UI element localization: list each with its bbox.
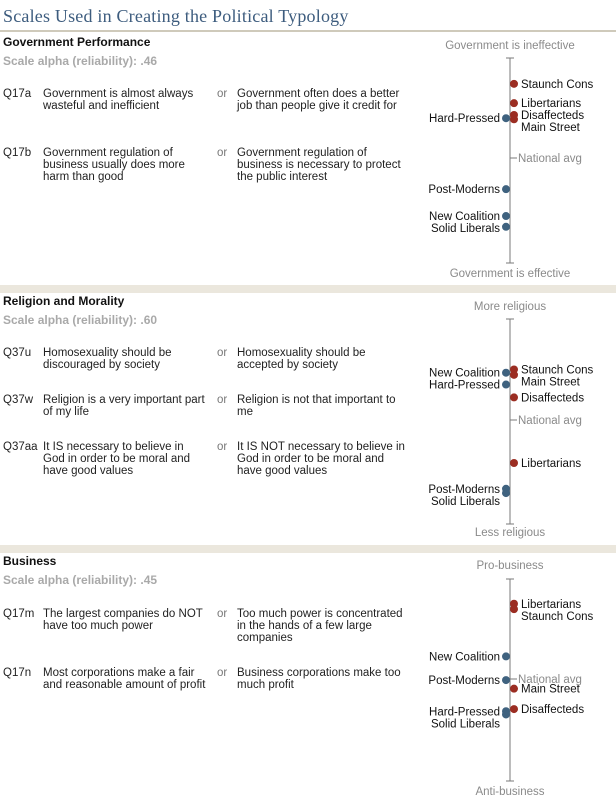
series-label: New Coalition (429, 651, 500, 664)
series-label: Staunch Cons (521, 364, 594, 377)
question-option-a: It IS necessary to believe in God in order to be moral and have good values (43, 441, 191, 477)
or-label: or (217, 147, 228, 159)
series-label: Disaffecteds (521, 110, 585, 123)
or-label: or (217, 441, 228, 453)
data-point (510, 459, 518, 467)
or-label: or (217, 608, 228, 620)
question-option-b: Business corporations make too much profit (237, 667, 401, 691)
series-label: Main Street (521, 683, 580, 696)
section-business (0, 553, 616, 805)
data-point (510, 393, 518, 401)
question-option-a: Most corporations make a fair and reasonable amount of profit (43, 667, 206, 691)
scale-chart-government (400, 32, 616, 285)
data-point (510, 605, 518, 613)
series-label: Post-Moderns (428, 675, 500, 688)
series-label: Libertarians (521, 598, 582, 611)
series-label: Disaffecteds (521, 392, 585, 405)
data-point (510, 685, 518, 693)
question-option-b: Homosexuality should be accepted by society (237, 347, 366, 371)
data-point (502, 185, 510, 193)
section-divider (0, 545, 616, 553)
question-id: Q37w (3, 394, 34, 406)
axis-top-label: Pro-business (476, 560, 544, 572)
question-option-b: Government often does a better job than people give it credit for (237, 88, 400, 112)
data-point (510, 705, 518, 713)
data-point (502, 223, 510, 231)
data-point (502, 652, 510, 660)
axis-bottom-label: Less religious (474, 527, 546, 539)
section-religion-morality (0, 293, 616, 545)
or-label: or (217, 347, 228, 359)
section-divider (0, 285, 616, 293)
question-option-b: Government regulation of business is necessary to protect the public interest (237, 147, 401, 183)
axis-bottom-label: Government is effective (449, 268, 571, 280)
question-id: Q17n (3, 667, 32, 679)
question-option-b: It IS NOT necessary to believe in God in order to be moral and have good values (237, 441, 405, 477)
question-id: Q17m (3, 608, 35, 620)
series-label: Libertarians (521, 98, 582, 111)
series-label: Main Street (521, 376, 580, 389)
series-label: Solid Liberals (430, 223, 500, 236)
series-label: New Coalition (429, 367, 500, 380)
scale-svg (400, 553, 616, 805)
series-label: Disaffecteds (521, 704, 585, 717)
question-option-a: Government regulation of business usually does more harm than good (43, 147, 185, 183)
data-point (502, 381, 510, 389)
national-avg-label: National avg (518, 415, 582, 427)
series-label: Solid Liberals (430, 495, 500, 508)
scale-svg (400, 293, 616, 545)
series-label: Post-Moderns (428, 184, 500, 197)
data-point (510, 115, 518, 123)
series-label: Hard-Pressed (429, 379, 500, 392)
series-label: Staunch Cons (521, 78, 594, 91)
data-point (510, 371, 518, 379)
section-government-performance (0, 32, 616, 285)
scale-alpha: Scale alpha (reliability): .60 (3, 313, 158, 327)
question-option-b: Religion is not that important to me (237, 394, 396, 418)
question-option-a: The largest companies do NOT have too much power (43, 608, 203, 632)
scale-svg (400, 32, 616, 284)
question-id: Q37u (3, 347, 32, 359)
question-option-a: Religion is a very important part of my life (43, 394, 205, 418)
page-title: Scales Used in Creating the Political Typology (3, 6, 349, 26)
or-label: or (217, 88, 228, 100)
or-label: or (217, 667, 228, 679)
section-title: Government Performance (3, 35, 151, 49)
question-id: Q17a (3, 88, 32, 100)
series-label: Staunch Cons (521, 610, 594, 623)
series-label: Libertarians (521, 458, 582, 470)
axis-top-label: More religious (473, 301, 547, 313)
scale-chart-business (400, 553, 616, 805)
question-id: Q17b (3, 147, 32, 159)
series-label: Hard-Pressed (429, 113, 500, 126)
question-option-a: Government is almost always wasteful and inefficient (43, 88, 194, 112)
data-point (502, 114, 510, 122)
data-point (502, 676, 510, 684)
series-label: Post-Moderns (428, 483, 500, 496)
scale-chart-religion (400, 293, 616, 545)
question-option-b: Too much power is concentrated in the hands of a few large companies (237, 608, 403, 644)
scale-alpha: Scale alpha (reliability): .45 (3, 573, 158, 587)
question-id: Q37aa (3, 441, 38, 453)
series-label: New Coalition (429, 211, 500, 224)
series-label: Main Street (521, 122, 580, 135)
scale-alpha: Scale alpha (reliability): .46 (3, 54, 158, 68)
data-point (502, 489, 510, 497)
national-avg-label: National avg (518, 153, 582, 165)
data-point (502, 212, 510, 220)
data-point (502, 710, 510, 718)
data-point (502, 369, 510, 377)
series-label: Solid Liberals (430, 718, 500, 731)
section-title: Religion and Morality (3, 294, 125, 308)
national-avg-label: National avg (518, 674, 582, 686)
data-point (510, 99, 518, 107)
section-title: Business (3, 554, 57, 568)
or-label: or (217, 394, 228, 406)
axis-top-label: Government is ineffective (445, 40, 575, 52)
question-option-a: Homosexuality should be discouraged by society (43, 347, 172, 371)
series-label: Hard-Pressed (429, 706, 500, 719)
data-point (510, 80, 518, 88)
axis-bottom-label: Anti-business (475, 786, 545, 798)
